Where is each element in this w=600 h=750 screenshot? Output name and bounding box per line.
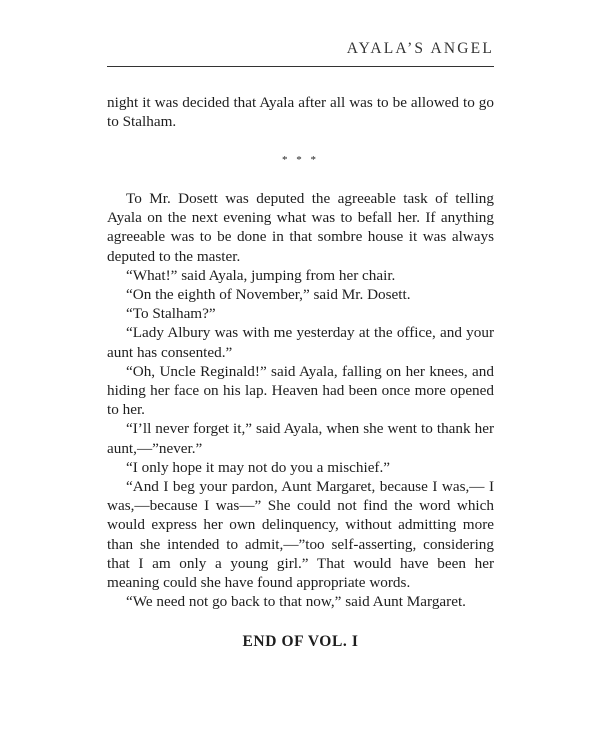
end-of-volume-marker: END OF VOL. I [242,633,359,651]
paragraph: To Mr. Dosett was deputed the agreeable task of telling Ayala on the next evening what was to befall her. If anything agreeable was to be done in that sombre house it was always deputed to the master. [107,189,494,265]
page-text [107,93,494,652]
header-rule [107,66,494,67]
paragraph: “We need not go back to that now,” said Aunt Margaret. [126,593,466,611]
paragraph: “On the eighth of November,” said Mr. Dosett. [126,285,411,303]
opening-paragraph: night it was decided that Ayala after all was to be allowed to go to Stalham. [107,94,494,131]
paragraph: “Oh, Uncle Reginald!” said Ayala, falling on her knees, and hiding her face on his lap. Heaven had been once more opened to her. [107,362,494,419]
book-page [107,0,494,750]
paragraph: “I only hope it may not do you a mischief.” [126,458,391,476]
running-head-title: AYALA’S ANGEL [346,40,494,57]
paragraph: “And I beg your pardon, Aunt Margaret, because I was,— I was,—because I was—” She could not find the word which would express her own delinquency, without admitting more than she intended to admit,—”too self-asserting, considering that I am only a young girl.” That would have been her meaning could she have found appropriate words. [107,478,494,592]
paragraph: “To Stalham?” [126,305,216,323]
paragraph: “I’ll never forget it,” said Ayala, when she went to thank her aunt,—”never.” [107,420,494,457]
paragraph: “What!” said Ayala, jumping from her chair. [126,266,396,284]
section-break: * * * [282,153,319,166]
paragraph: “Lady Albury was with me yesterday at the office, and your aunt has consented.” [107,324,494,361]
